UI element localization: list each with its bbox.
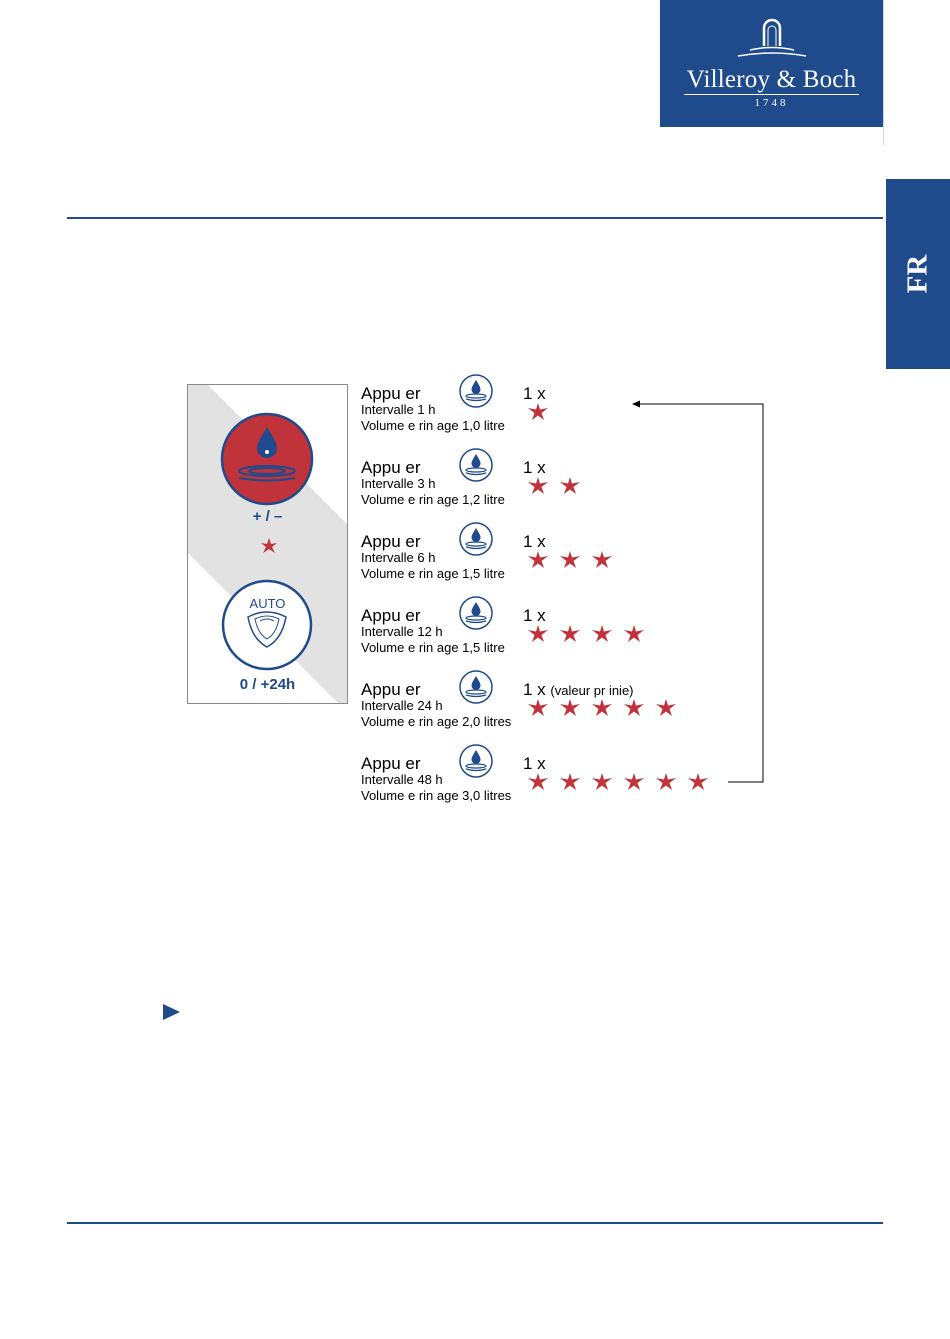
led-star-icon — [559, 698, 581, 718]
step-count: 1 x — [523, 384, 546, 403]
led-star-icon — [591, 550, 613, 570]
step-count: 1 x — [523, 532, 546, 551]
logo-edge-line — [883, 0, 884, 145]
flush-button-icon — [458, 595, 494, 636]
flush-button-icon — [458, 447, 494, 488]
led-star-icon — [591, 698, 613, 718]
led-star-icon — [527, 624, 549, 644]
panel-graphic — [188, 385, 347, 703]
step-interval: Intervalle 3 h — [361, 476, 436, 491]
brand-logo — [660, 0, 883, 127]
footer-rule — [67, 1222, 883, 1224]
bullet-arrow-icon — [162, 1003, 182, 1021]
led-star-icon — [527, 772, 549, 792]
step-action: Appu er — [361, 458, 421, 477]
step-volume: Volume e rin age 1,5 litre — [361, 566, 505, 581]
step-action: Appu er — [361, 384, 421, 403]
step-count: 1 x — [523, 458, 546, 477]
brand-year: 1748 — [754, 97, 789, 109]
led-star-icon — [559, 772, 581, 792]
step-volume: Volume e rin age 2,0 litres — [361, 714, 512, 729]
language-tab[interactable] — [886, 179, 950, 369]
led-star-icon — [559, 476, 581, 496]
step-count: 1 x — [523, 754, 546, 773]
step-volume: Volume e rin age 1,0 litre — [361, 418, 505, 433]
led-star-icon — [591, 624, 613, 644]
step-count: 1 x — [523, 606, 546, 625]
step-interval: Intervalle 48 h — [361, 772, 443, 787]
step-action: Appu er — [361, 532, 421, 551]
led-star-icon — [527, 476, 549, 496]
step-volume: Volume e rin age 1,5 litre — [361, 640, 505, 655]
flush-button-label: + / – — [252, 508, 283, 525]
led-star-icon — [527, 698, 549, 718]
step-action: Appu er — [361, 606, 421, 625]
led-star-icon — [559, 550, 581, 570]
led-star-icon — [527, 402, 549, 422]
flush-button-icon — [458, 669, 494, 710]
logo-divider — [684, 94, 859, 96]
brand-name: Villeroy & Boch — [686, 66, 857, 93]
step-volume: Volume e rin age 1,2 litre — [361, 492, 505, 507]
step-interval: Intervalle 12 h — [361, 624, 443, 639]
header-rule — [67, 217, 883, 219]
flush-button-icon — [458, 373, 494, 414]
step-interval: Intervalle 1 h — [361, 402, 436, 417]
step-interval: Intervalle 24 h — [361, 698, 443, 713]
step-action: Appu er — [361, 754, 421, 773]
step-count: 1 x (valeur pr inie) — [523, 680, 634, 699]
flush-button-icon — [458, 743, 494, 784]
language-tab-label: FR — [901, 254, 934, 294]
auto-label: AUTO — [249, 596, 286, 611]
cycle-arrow — [620, 394, 770, 786]
control-panel — [187, 384, 348, 704]
led-star-icon — [591, 772, 613, 792]
flush-button-icon — [458, 521, 494, 562]
step-action: Appu er — [361, 680, 421, 699]
step-interval: Intervalle 6 h — [361, 550, 436, 565]
led-star-icon — [559, 624, 581, 644]
led-star-icon — [527, 550, 549, 570]
fountain-icon — [730, 14, 814, 60]
auto-button-label: 0 / +24h — [239, 676, 296, 693]
step-volume: Volume e rin age 3,0 litres — [361, 788, 512, 803]
